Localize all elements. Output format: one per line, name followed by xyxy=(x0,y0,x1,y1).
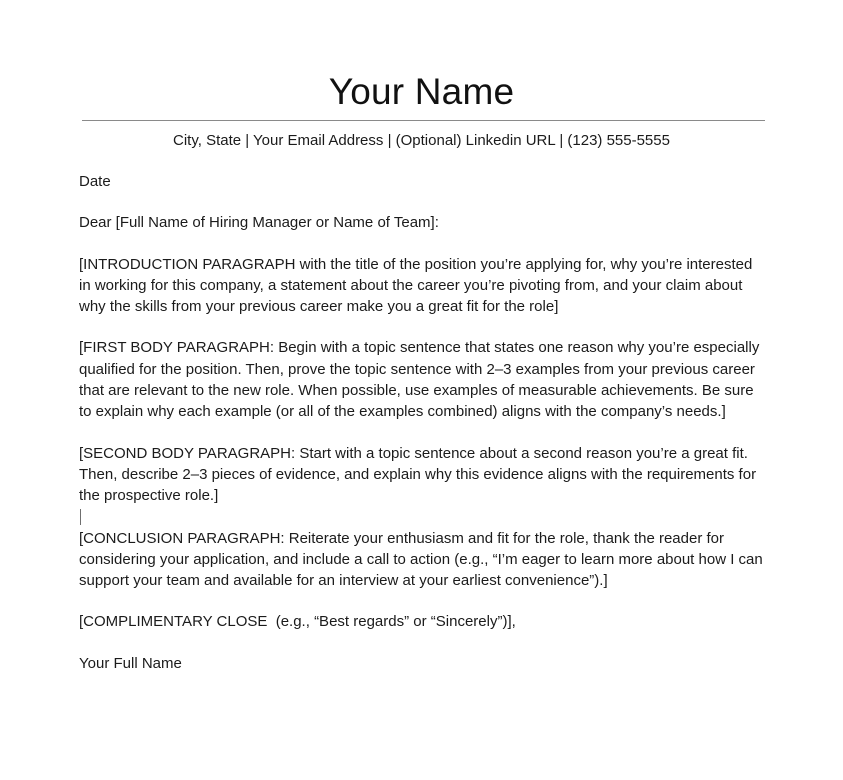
text-cursor-caret xyxy=(80,509,81,525)
introduction-paragraph[interactable]: [INTRODUCTION PARAGRAPH with the title of the position you’re applying for, why you’re interested in working for this company, a statement about the career you’re pivoting from, and your claim about why the skills from your previous career make you a great fit for the role] xyxy=(79,255,757,316)
complimentary-close-line[interactable]: [COMPLIMENTARY CLOSE (e.g., “Best regards” or “Sincerely”)], xyxy=(79,613,516,631)
page-title: Your Name xyxy=(328,71,515,112)
contact-info-line: City, State | Your Email Address | (Optional) Linkedin URL | (123) 555-5555 xyxy=(173,132,670,149)
conclusion-paragraph[interactable]: [CONCLUSION PARAGRAPH: Reiterate your enthusiasm and fit for the role, thank the reader for considering your application, and include a call to action (e.g., “I’m eager to learn more about how I can support your team and available for an interview at your earliest convenience”).] xyxy=(79,529,767,590)
letterhead xyxy=(0,0,843,151)
signature-name-line[interactable]: Your Full Name xyxy=(79,654,182,672)
header-divider xyxy=(82,120,765,121)
date-line[interactable]: Date xyxy=(79,173,111,190)
first-body-paragraph[interactable]: [FIRST BODY PARAGRAPH: Begin with a topic sentence that states one reason why you’re especially qualified for the position. Then, prove the topic sentence with 2–3 examples from your previous career that are relevant to the new role. When possible, use examples of measurable achievements. Be sure to explain why each example (or all of the examples combined) aligns with the company’s needs.] xyxy=(79,339,764,421)
letter-body[interactable] xyxy=(79,171,767,674)
salutation-line[interactable]: Dear [Full Name of Hiring Manager or Name of Team]: xyxy=(79,214,439,232)
empty-line-with-cursor[interactable] xyxy=(79,507,767,528)
second-body-paragraph[interactable]: [SECOND BODY PARAGRAPH: Start with a topic sentence about a second reason you’re a great fit. Then, describe 2–3 pieces of evidence, and explain why this evidence aligns with the requirements for the prospective role.] xyxy=(79,444,761,505)
